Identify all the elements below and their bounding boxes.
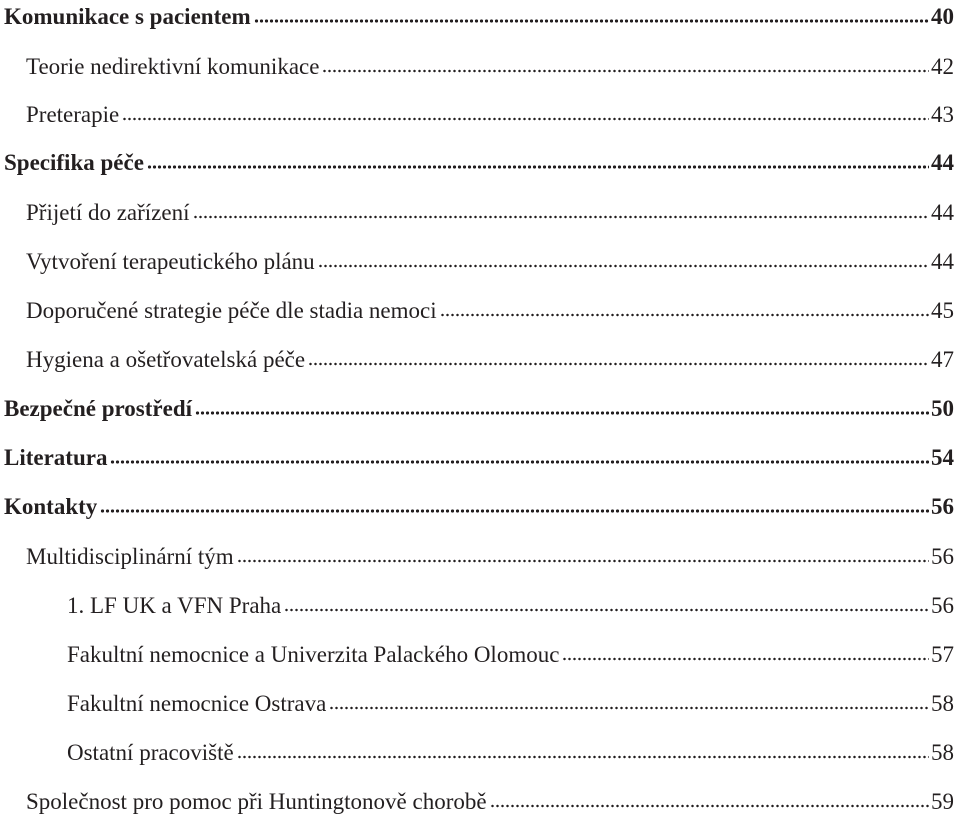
toc-entry-title: Literatura	[4, 445, 108, 470]
toc-entry-title: Bezpečné prostředí	[4, 396, 193, 421]
toc-entry-prijeti-do-zarizeni[interactable]	[0, 196, 960, 226]
toc-entry-kontakty[interactable]	[0, 490, 960, 520]
toc-entry-page-number: 44	[931, 249, 954, 274]
toc-entry-multidisciplinarni-tym[interactable]	[0, 540, 960, 570]
toc-entry-fn-a-up-olomouc[interactable]	[0, 638, 960, 668]
toc-entry-doporucene-strategie-pece[interactable]	[0, 294, 960, 324]
toc-entry-title: Specifika péče	[4, 150, 144, 175]
dot-leader	[308, 361, 929, 367]
toc-entry-title: Ostatní pracoviště	[67, 740, 234, 765]
toc-entry-title: Multidisciplinární tým	[26, 544, 234, 569]
toc-entry-title: Společnost pro pomoc při Huntingtonově chorobě	[26, 789, 487, 814]
dot-leader	[329, 705, 929, 711]
toc-entry-spolecnost-pro-pomoc-pri-hch[interactable]	[0, 785, 960, 815]
dot-leader	[237, 558, 929, 564]
toc-entry-teorie-nedirektivni-komunikace[interactable]	[0, 50, 960, 80]
toc-entry-literatura[interactable]	[0, 441, 960, 471]
toc-entry-ostatni-pracoviste[interactable]	[0, 736, 960, 766]
dot-leader	[195, 410, 929, 416]
dot-leader	[122, 116, 929, 122]
dot-leader	[100, 508, 929, 514]
dot-leader	[322, 68, 929, 74]
toc-entry-specifika-pece[interactable]	[0, 146, 960, 176]
toc-entry-page-number: 56	[931, 593, 954, 618]
toc-entry-bezpecne-prostredi[interactable]	[0, 392, 960, 422]
dot-leader	[110, 459, 929, 465]
toc-entry-page-number: 43	[931, 102, 954, 127]
toc-entry-title: 1. LF UK a VFN Praha	[67, 593, 282, 618]
dot-leader	[490, 803, 929, 809]
toc-entry-preterapie[interactable]	[0, 98, 960, 128]
toc-entry-page-number: 42	[931, 54, 954, 79]
dot-leader	[562, 656, 929, 662]
toc-entry-title: Teorie nedirektivní komunikace	[26, 54, 320, 79]
toc-entry-page-number: 54	[931, 445, 954, 470]
dot-leader	[284, 607, 929, 613]
toc-entry-hygiena-a-osetrovatelska-pece[interactable]	[0, 343, 960, 373]
toc-entry-title: Fakultní nemocnice a Univerzita Palackého Olomouc	[67, 642, 560, 667]
toc-entry-1-lf-uk-a-vfn-praha[interactable]	[0, 589, 960, 619]
toc-entry-page-number: 40	[931, 4, 954, 29]
toc-entry-title: Doporučené strategie péče dle stadia nemoci	[26, 298, 437, 323]
dot-leader	[318, 263, 929, 269]
dot-leader	[147, 164, 929, 170]
toc-entry-title: Fakultní nemocnice Ostrava	[67, 691, 327, 716]
toc-entry-page-number: 44	[931, 150, 954, 175]
dot-leader	[193, 214, 930, 220]
toc-entry-page-number: 58	[931, 691, 954, 716]
toc-entry-fn-ostrava[interactable]	[0, 687, 960, 717]
toc-entry-page-number: 59	[931, 789, 954, 814]
toc-entry-page-number: 57	[931, 642, 954, 667]
toc-entry-vytvoreni-terapeutickeho-planu[interactable]	[0, 245, 960, 275]
toc-entry-page-number: 58	[931, 740, 954, 765]
toc-entry-title: Komunikace s pacientem	[4, 4, 251, 29]
toc-entry-page-number: 56	[931, 494, 954, 519]
toc-entry-page-number: 45	[931, 298, 954, 323]
toc-entry-title: Kontakty	[4, 494, 98, 519]
dot-leader	[237, 754, 929, 760]
toc-entry-page-number: 56	[931, 544, 954, 569]
toc-entry-page-number: 47	[931, 347, 954, 372]
toc-entry-title: Vytvoření terapeutického plánu	[26, 249, 315, 274]
toc-entry-page-number: 44	[931, 200, 954, 225]
toc-entry-title: Hygiena a ošetřovatelská péče	[26, 347, 306, 372]
dot-leader	[254, 18, 929, 24]
dot-leader	[440, 312, 929, 318]
toc-entry-page-number: 50	[931, 396, 954, 421]
toc-entry-komunikace-s-pacientem[interactable]	[0, 0, 960, 30]
toc-entry-title: Přijetí do zařízení	[26, 200, 190, 225]
toc-entry-title: Preterapie	[26, 102, 120, 127]
